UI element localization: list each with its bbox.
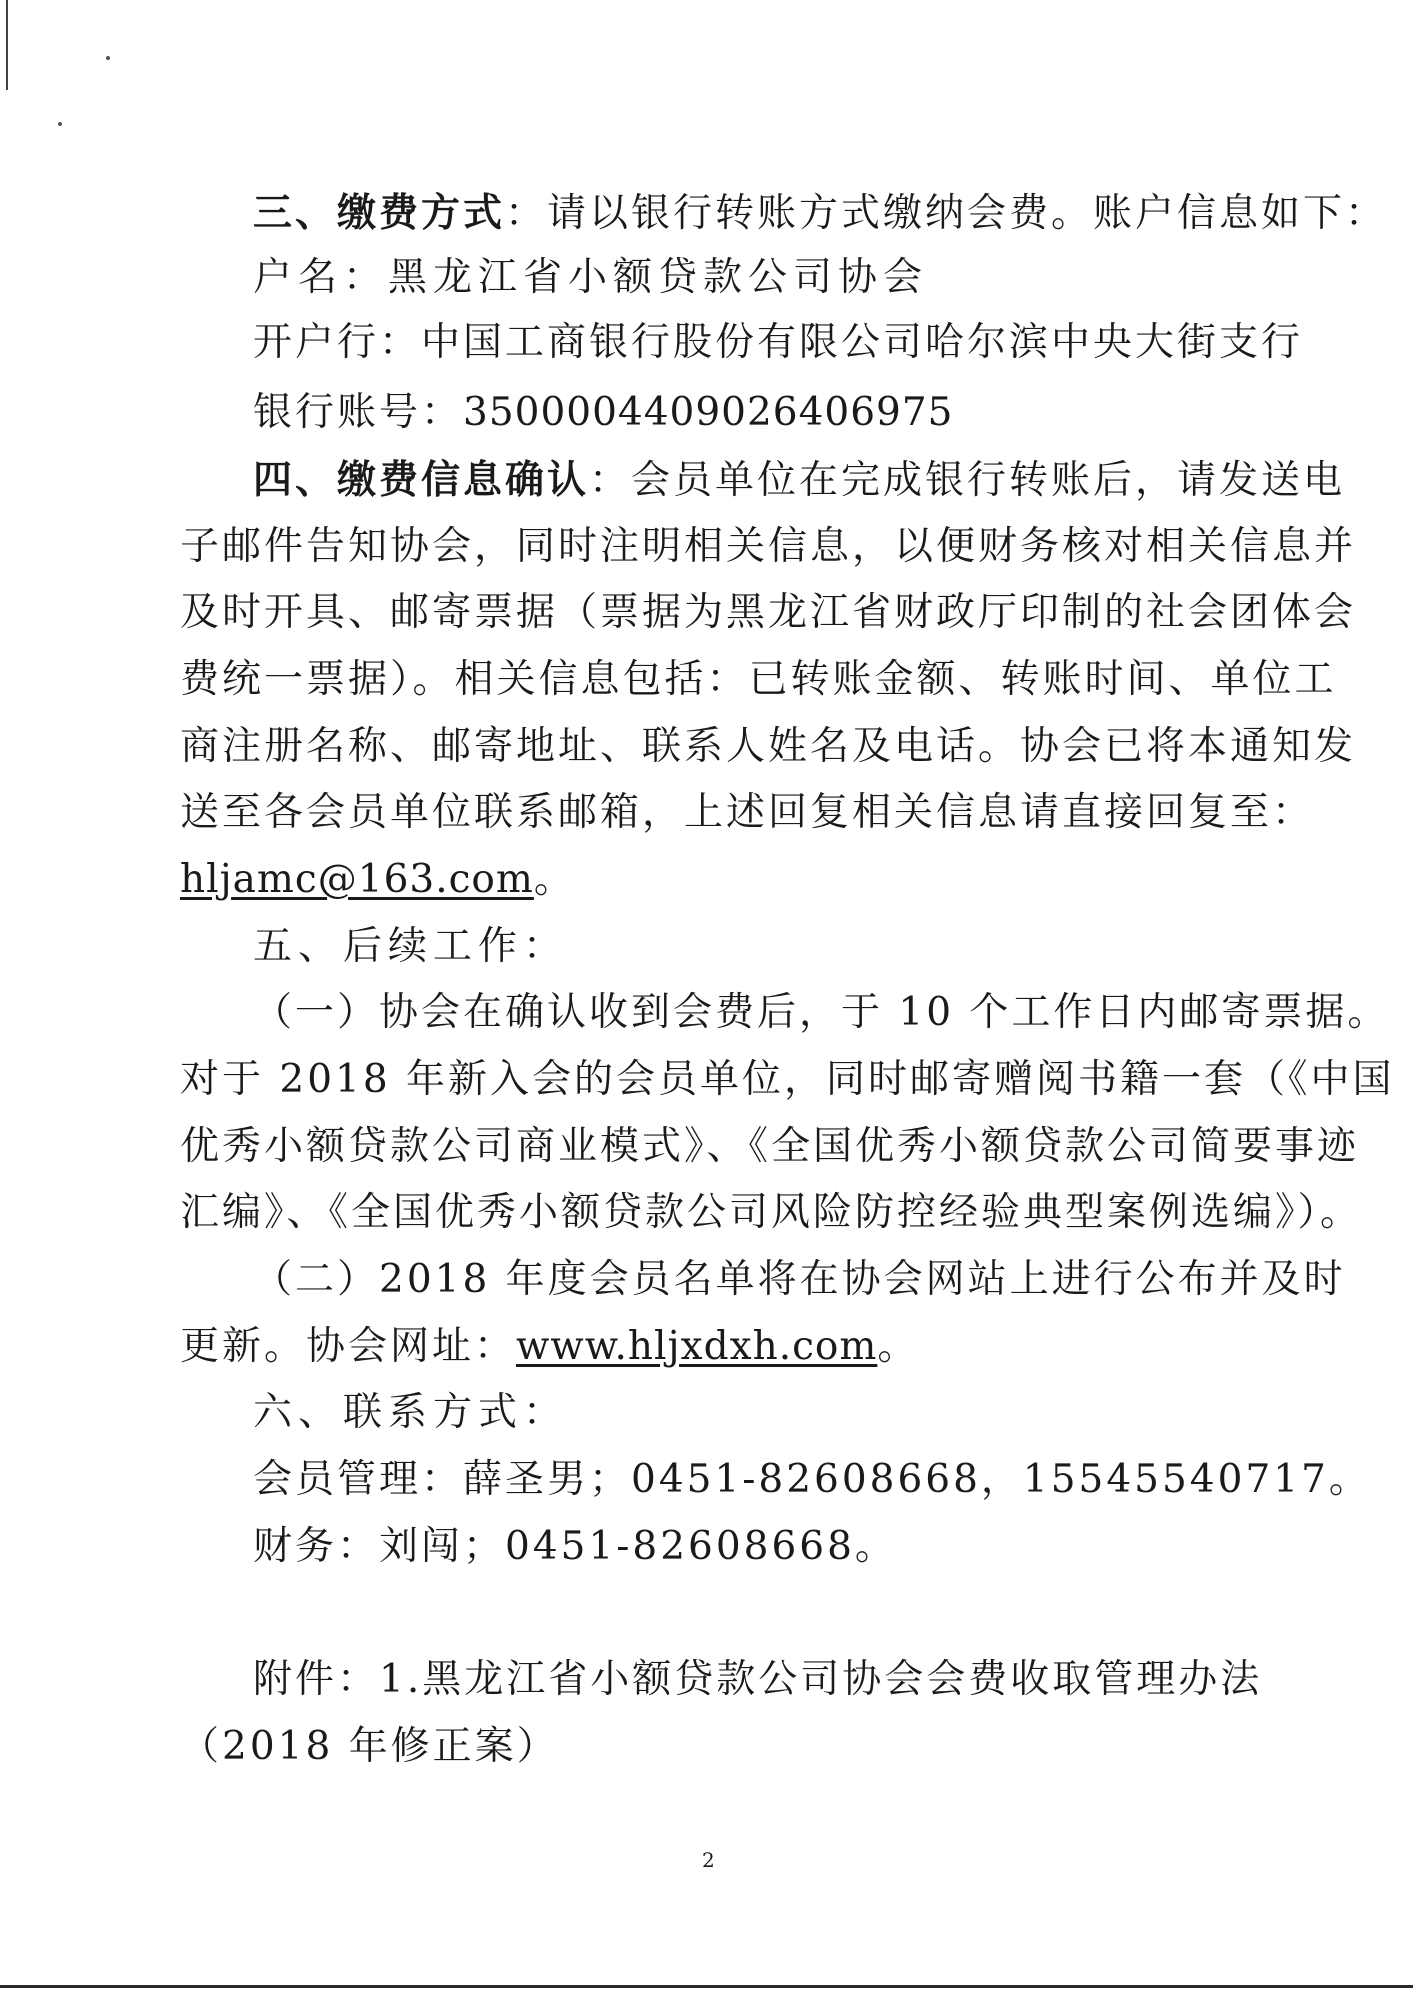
section-5-p1-line-4: 汇编》、《全国优秀小额贷款公司风险防控经验典型案例选编》）。 [180, 1190, 1363, 1235]
section-4-label: 四、缴费信息确认 [253, 457, 590, 503]
contact-finance: 财务：刘闯；0451-82608668。 [253, 1524, 897, 1569]
section-3-text: ：请以银行转账方式缴纳会费。账户信息如下： [505, 191, 1388, 236]
account-number-label: 银行账号： [253, 390, 464, 435]
section-4-line-1 [253, 455, 1345, 506]
section-5-p2-line-2 [180, 1322, 919, 1372]
section-3-label: 三、缴费方式 [253, 190, 506, 236]
section-4-line-2: 子邮件告知协会，同时注明相关信息，以便财务核对相关信息并 [180, 524, 1357, 569]
section-5-p1-line-1: （一）协会在确认收到会费后，于 10 个工作日内邮寄票据。 [253, 990, 1390, 1035]
website-end-punct: 。 [877, 1324, 920, 1369]
section-5-p1-line-3: 优秀小额贷款公司商业模式》、《全国优秀小额贷款公司简要事迹 [180, 1124, 1360, 1169]
website-label: 更新。协会网址： [180, 1324, 517, 1369]
account-number-line [253, 388, 953, 438]
bank-name: 开户行：中国工商银行股份有限公司哈尔滨中央大街支行 [253, 320, 1304, 365]
section-3-line [253, 188, 1387, 239]
account-number: 3500004409026406975 [463, 390, 954, 435]
scan-speck [106, 56, 110, 60]
section-4-text-1: ：会员单位在完成银行转账后，请发送电 [589, 458, 1346, 503]
scan-speck [58, 122, 62, 126]
attachment-line-2: （2018 年修正案） [180, 1724, 559, 1769]
section-5-p1-line-2: 对于 2018 年新入会的会员单位，同时邮寄赠阅书籍一套（《中国 [180, 1057, 1395, 1102]
scan-edge-artifact [6, 0, 8, 90]
page-number: 2 [702, 1848, 715, 1872]
section-5-p2-line-1: （二）2018 年度会员名单将在协会网站上进行公布并及时 [253, 1257, 1346, 1302]
section-5-heading: 五、后续工作： [253, 924, 569, 969]
section-4-line-7 [180, 855, 576, 905]
account-name: 户名：黑龙江省小额贷款公司协会 [253, 255, 929, 300]
email-end-punct: 。 [533, 857, 576, 902]
section-4-line-4: 费统一票据）。相关信息包括：已转账金额、转账时间、单位工 [180, 657, 1337, 702]
section-4-line-6: 送至各会员单位联系邮箱，上述回复相关信息请直接回复至： [180, 790, 1315, 835]
section-4-line-3: 及时开具、邮寄票据（票据为黑龙江省财政厅印制的社会团体会 [180, 590, 1357, 635]
attachment-line-1: 附件：1.黑龙江省小额贷款公司协会会费收取管理办法 [253, 1657, 1263, 1702]
contact-member: 会员管理：薛圣男；0451-82608668，15545540717。 [253, 1457, 1371, 1502]
email-link[interactable]: hljamc@163.com [180, 857, 534, 902]
scan-bottom-edge [0, 1985, 1413, 1988]
section-6-heading: 六、联系方式： [253, 1390, 569, 1435]
website-link[interactable]: www.hljxdxh.com [516, 1324, 878, 1369]
section-4-line-5: 商注册名称、邮寄地址、联系人姓名及电话。协会已将本通知发 [180, 724, 1357, 769]
